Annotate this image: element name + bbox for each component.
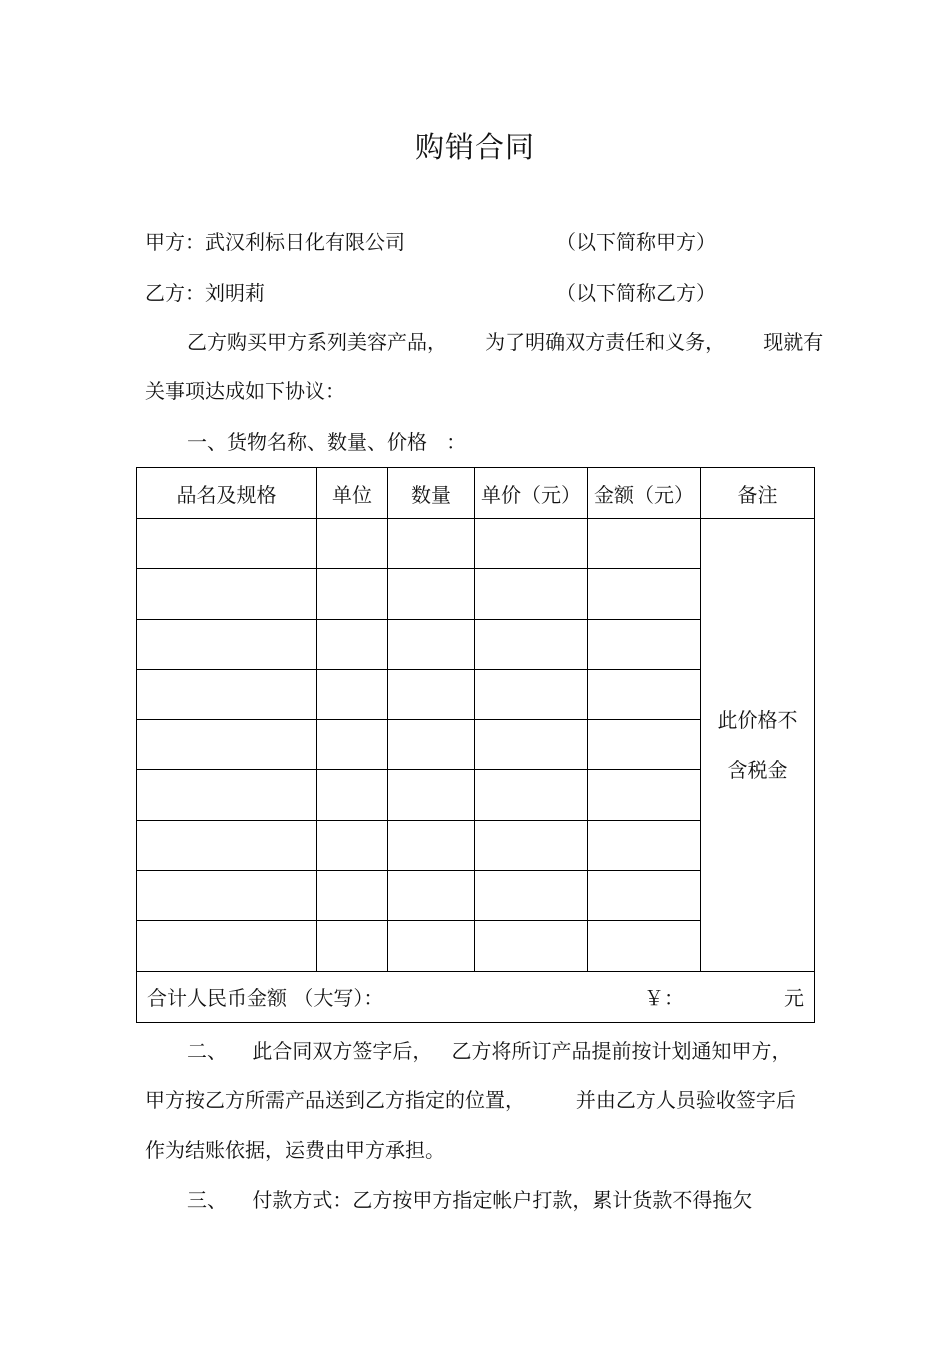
section-2-line-3: 作为结账依据，运费由甲方承担。 (145, 1138, 445, 1162)
remark-cell (701, 519, 815, 972)
table-cell[interactable] (588, 519, 701, 569)
total-row (137, 971, 815, 1022)
table-cell[interactable] (137, 720, 317, 770)
goods-table (136, 467, 815, 1023)
party-b-label: 乙方： (145, 281, 205, 305)
section-2-line-1: 二、 此合同双方签字后， 乙方将所订产品提前按计划通知甲方， (187, 1039, 792, 1063)
table-cell[interactable] (317, 770, 388, 820)
table-cell[interactable] (137, 770, 317, 820)
table-cell[interactable] (388, 720, 475, 770)
total-cell (137, 971, 815, 1022)
party-b-line (145, 279, 265, 307)
table-cell[interactable] (588, 820, 701, 870)
total-yen-label: ￥： (644, 986, 684, 1011)
table-cell[interactable] (475, 519, 588, 569)
table-cell[interactable] (317, 619, 388, 669)
table-cell[interactable] (317, 871, 388, 921)
remark-line-1: 此价格不 (717, 707, 798, 732)
col-header-quantity: 数量 (388, 468, 475, 519)
table-cell[interactable] (588, 720, 701, 770)
table-cell[interactable] (475, 720, 588, 770)
party-a-label: 甲方： (145, 230, 205, 254)
party-b-name: 刘明莉 (205, 281, 265, 305)
table-cell[interactable] (317, 820, 388, 870)
table-cell[interactable] (137, 871, 317, 921)
intro-line-2: 关事项达成如下协议： (145, 379, 345, 403)
table-cell[interactable] (588, 871, 701, 921)
table-cell[interactable] (388, 871, 475, 921)
total-label: 合计人民币金额 （大写）： (147, 986, 384, 1011)
col-header-amount: 金额（元） (588, 468, 701, 519)
table-cell[interactable] (388, 921, 475, 971)
table-cell[interactable] (475, 669, 588, 719)
table-cell[interactable] (475, 770, 588, 820)
table-cell[interactable] (317, 720, 388, 770)
table-cell[interactable] (588, 569, 701, 619)
col-header-unit: 单位 (317, 468, 388, 519)
party-b-note: （以下简称乙方） (556, 281, 716, 305)
page-title: 购销合同 (414, 130, 535, 164)
section-3-line-1: 三、 付款方式：乙方按甲方指定帐户打款，累计货款不得拖欠 (187, 1188, 753, 1212)
table-cell[interactable] (475, 820, 588, 870)
table-cell[interactable] (388, 669, 475, 719)
col-header-remark: 备注 (701, 468, 815, 519)
table-cell[interactable] (317, 669, 388, 719)
table-cell[interactable] (137, 921, 317, 971)
table-header-row (137, 468, 815, 519)
table-cell[interactable] (137, 619, 317, 669)
table-cell[interactable] (317, 569, 388, 619)
section-1-heading: 一、货物名称、数量、价格 ： (187, 430, 467, 454)
intro-line-1: 乙方购买甲方系列美容产品， 为了明确双方责任和义务， 现就有 (187, 330, 824, 354)
col-header-unit-price: 单价（元） (475, 468, 588, 519)
total-unit: 元 (784, 986, 804, 1011)
party-a-note: （以下简称甲方） (556, 230, 716, 254)
table-cell[interactable] (388, 519, 475, 569)
col-header-name: 品名及规格 (137, 468, 317, 519)
party-a-name: 武汉利标日化有限公司 (205, 230, 405, 254)
party-a-line (145, 228, 405, 256)
table-cell[interactable] (137, 669, 317, 719)
table-cell[interactable] (475, 871, 588, 921)
table-cell[interactable] (588, 669, 701, 719)
table-cell[interactable] (317, 921, 388, 971)
table-cell[interactable] (388, 770, 475, 820)
table-cell[interactable] (317, 519, 388, 569)
table-cell[interactable] (588, 770, 701, 820)
table-cell[interactable] (388, 820, 475, 870)
table-cell[interactable] (388, 619, 475, 669)
section-2-line-2: 甲方按乙方所需产品送到乙方指定的位置， 并由乙方人员验收签字后 (145, 1088, 796, 1112)
table-cell[interactable] (588, 619, 701, 669)
table-cell[interactable] (137, 569, 317, 619)
table-cell[interactable] (137, 820, 317, 870)
table-cell[interactable] (137, 519, 317, 569)
remark-line-2: 含税金 (727, 757, 788, 782)
table-cell[interactable] (388, 569, 475, 619)
table-cell[interactable] (475, 619, 588, 669)
table-row (137, 519, 815, 569)
table-cell[interactable] (475, 921, 588, 971)
table-cell[interactable] (588, 921, 701, 971)
table-cell[interactable] (475, 569, 588, 619)
